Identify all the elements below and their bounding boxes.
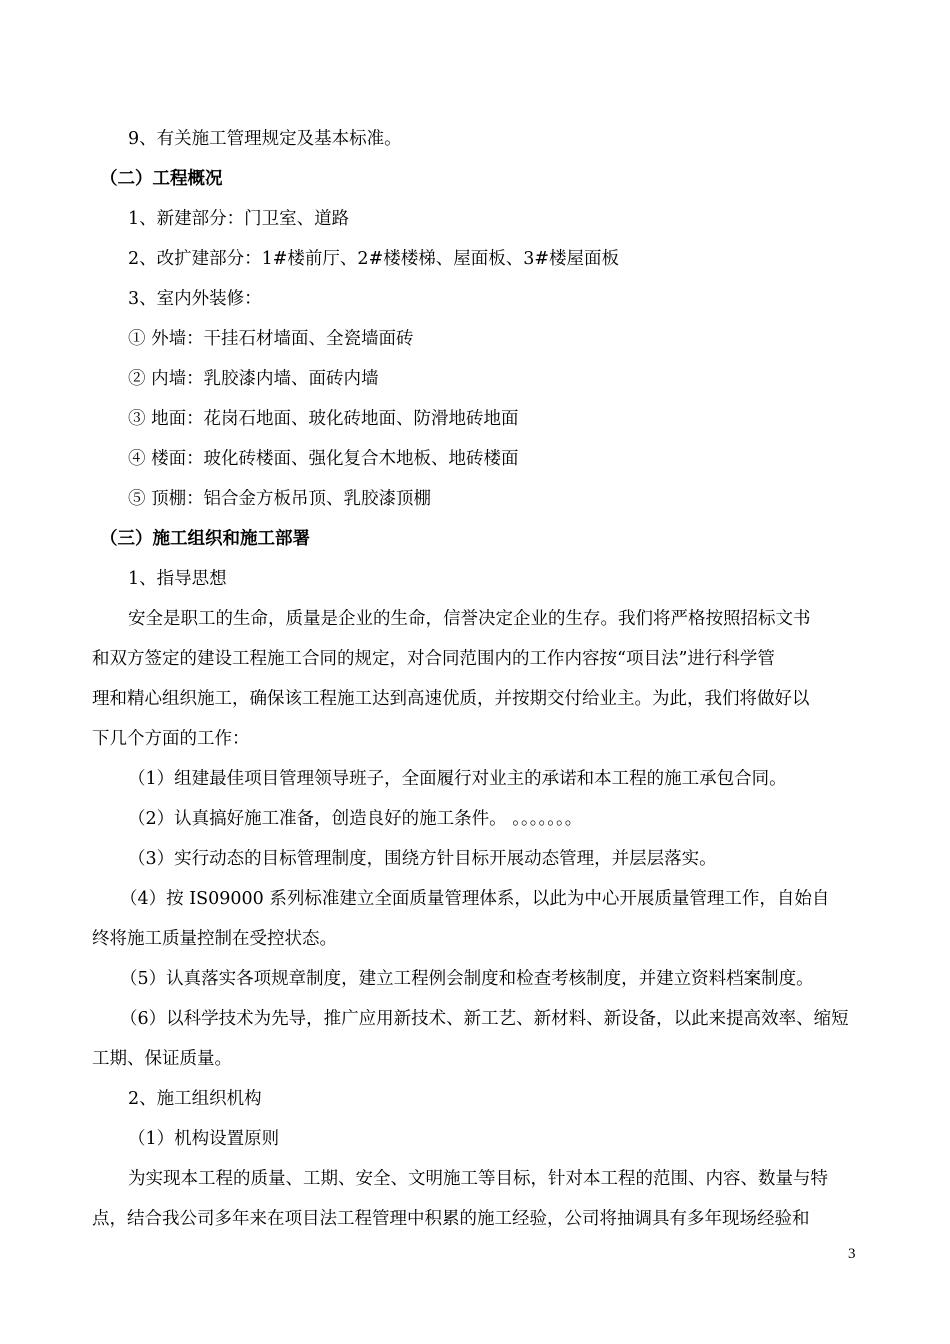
work-item-5: （5）认真落实各项规章制度，建立工程例会制度和检查考核制度，并建立资料档案制度。	[120, 969, 814, 989]
decoration-item-floor: ④ 楼面：玻化砖楼面、强化复合木地板、地砖楼面	[128, 449, 519, 469]
decoration-item-ceiling: ⑤ 顶棚：铝合金方板吊顶、乳胶漆顶棚	[128, 489, 432, 509]
decoration-item-interior-wall: ② 内墙：乳胶漆内墙、面砖内墙	[128, 369, 379, 389]
subsection-guiding-idea: 1、指导思想	[128, 569, 227, 589]
paragraph-line: 下几个方面的工作：	[92, 729, 250, 749]
section-heading-overview: （二）工程概况	[100, 169, 223, 189]
work-item-4: （4）按 IS09000 系列标准建立全面质量管理体系，以此为中心开展质量管理工作，自始自	[120, 889, 830, 909]
paragraph-line: 理和精心组织施工，确保该工程施工达到高速优质，并按期交付给业主。为此，我们将做好以	[92, 689, 810, 709]
paragraph-line: 安全是职工的生命，质量是企业的生命，信誉决定企业的生存。我们将严格按照招标文书	[128, 609, 811, 629]
work-item-6-continued: 工期、保证质量。	[92, 1049, 232, 1069]
subsection-organization-structure: 2、施工组织机构	[128, 1089, 262, 1109]
paragraph-line: 为实现本工程的质量、工期、安全、文明施工等目标，针对本工程的范围、内容、数量与特	[128, 1169, 828, 1189]
page-number: 3	[848, 1246, 856, 1262]
overview-item-1: 1、新建部分：门卫室、道路	[128, 209, 350, 229]
work-item-1: （1）组建最佳项目管理领导班子，全面履行对业主的承诺和本工程的施工承包合同。	[128, 769, 787, 789]
work-item-4-continued: 终将施工质量控制在受控状态。	[92, 929, 337, 949]
decoration-item-ground: ③ 地面：花岗石地面、玻化砖地面、防滑地砖地面	[128, 409, 519, 429]
paragraph-line: 和双方签定的建设工程施工合同的规定，对合同范围内的工作内容按“项目法”进行科学管	[92, 649, 775, 669]
paragraph-line: 点，结合我公司多年来在项目法工程管理中积累的施工经验，公司将抽调具有多年现场经验和	[92, 1209, 810, 1229]
overview-item-2: 2、改扩建部分：1#楼前厅、2#楼楼梯、屋面板、3#楼屋面板	[128, 249, 620, 269]
subsection-principles: （1）机构设置原则	[128, 1129, 280, 1149]
work-item-3: （3）实行动态的目标管理制度，围绕方针目标开展动态管理，并层层落实。	[128, 849, 717, 869]
work-item-2: （2）认真搞好施工准备，创造良好的施工条件。 。。。。。。。	[128, 809, 583, 829]
section-heading-organization: （三）施工组织和施工部署	[100, 529, 310, 549]
work-item-6: （6）以科学技术为先导，推广应用新技术、新工艺、新材料、新设备，以此来提高效率、缩短	[120, 1009, 849, 1029]
decoration-item-exterior-wall: ① 外墙：干挂石材墙面、全瓷墙面砖	[128, 329, 414, 349]
overview-item-3: 3、室内外装修：	[128, 289, 262, 309]
list-item-9: 9、有关施工管理规定及基本标准。	[128, 129, 402, 149]
